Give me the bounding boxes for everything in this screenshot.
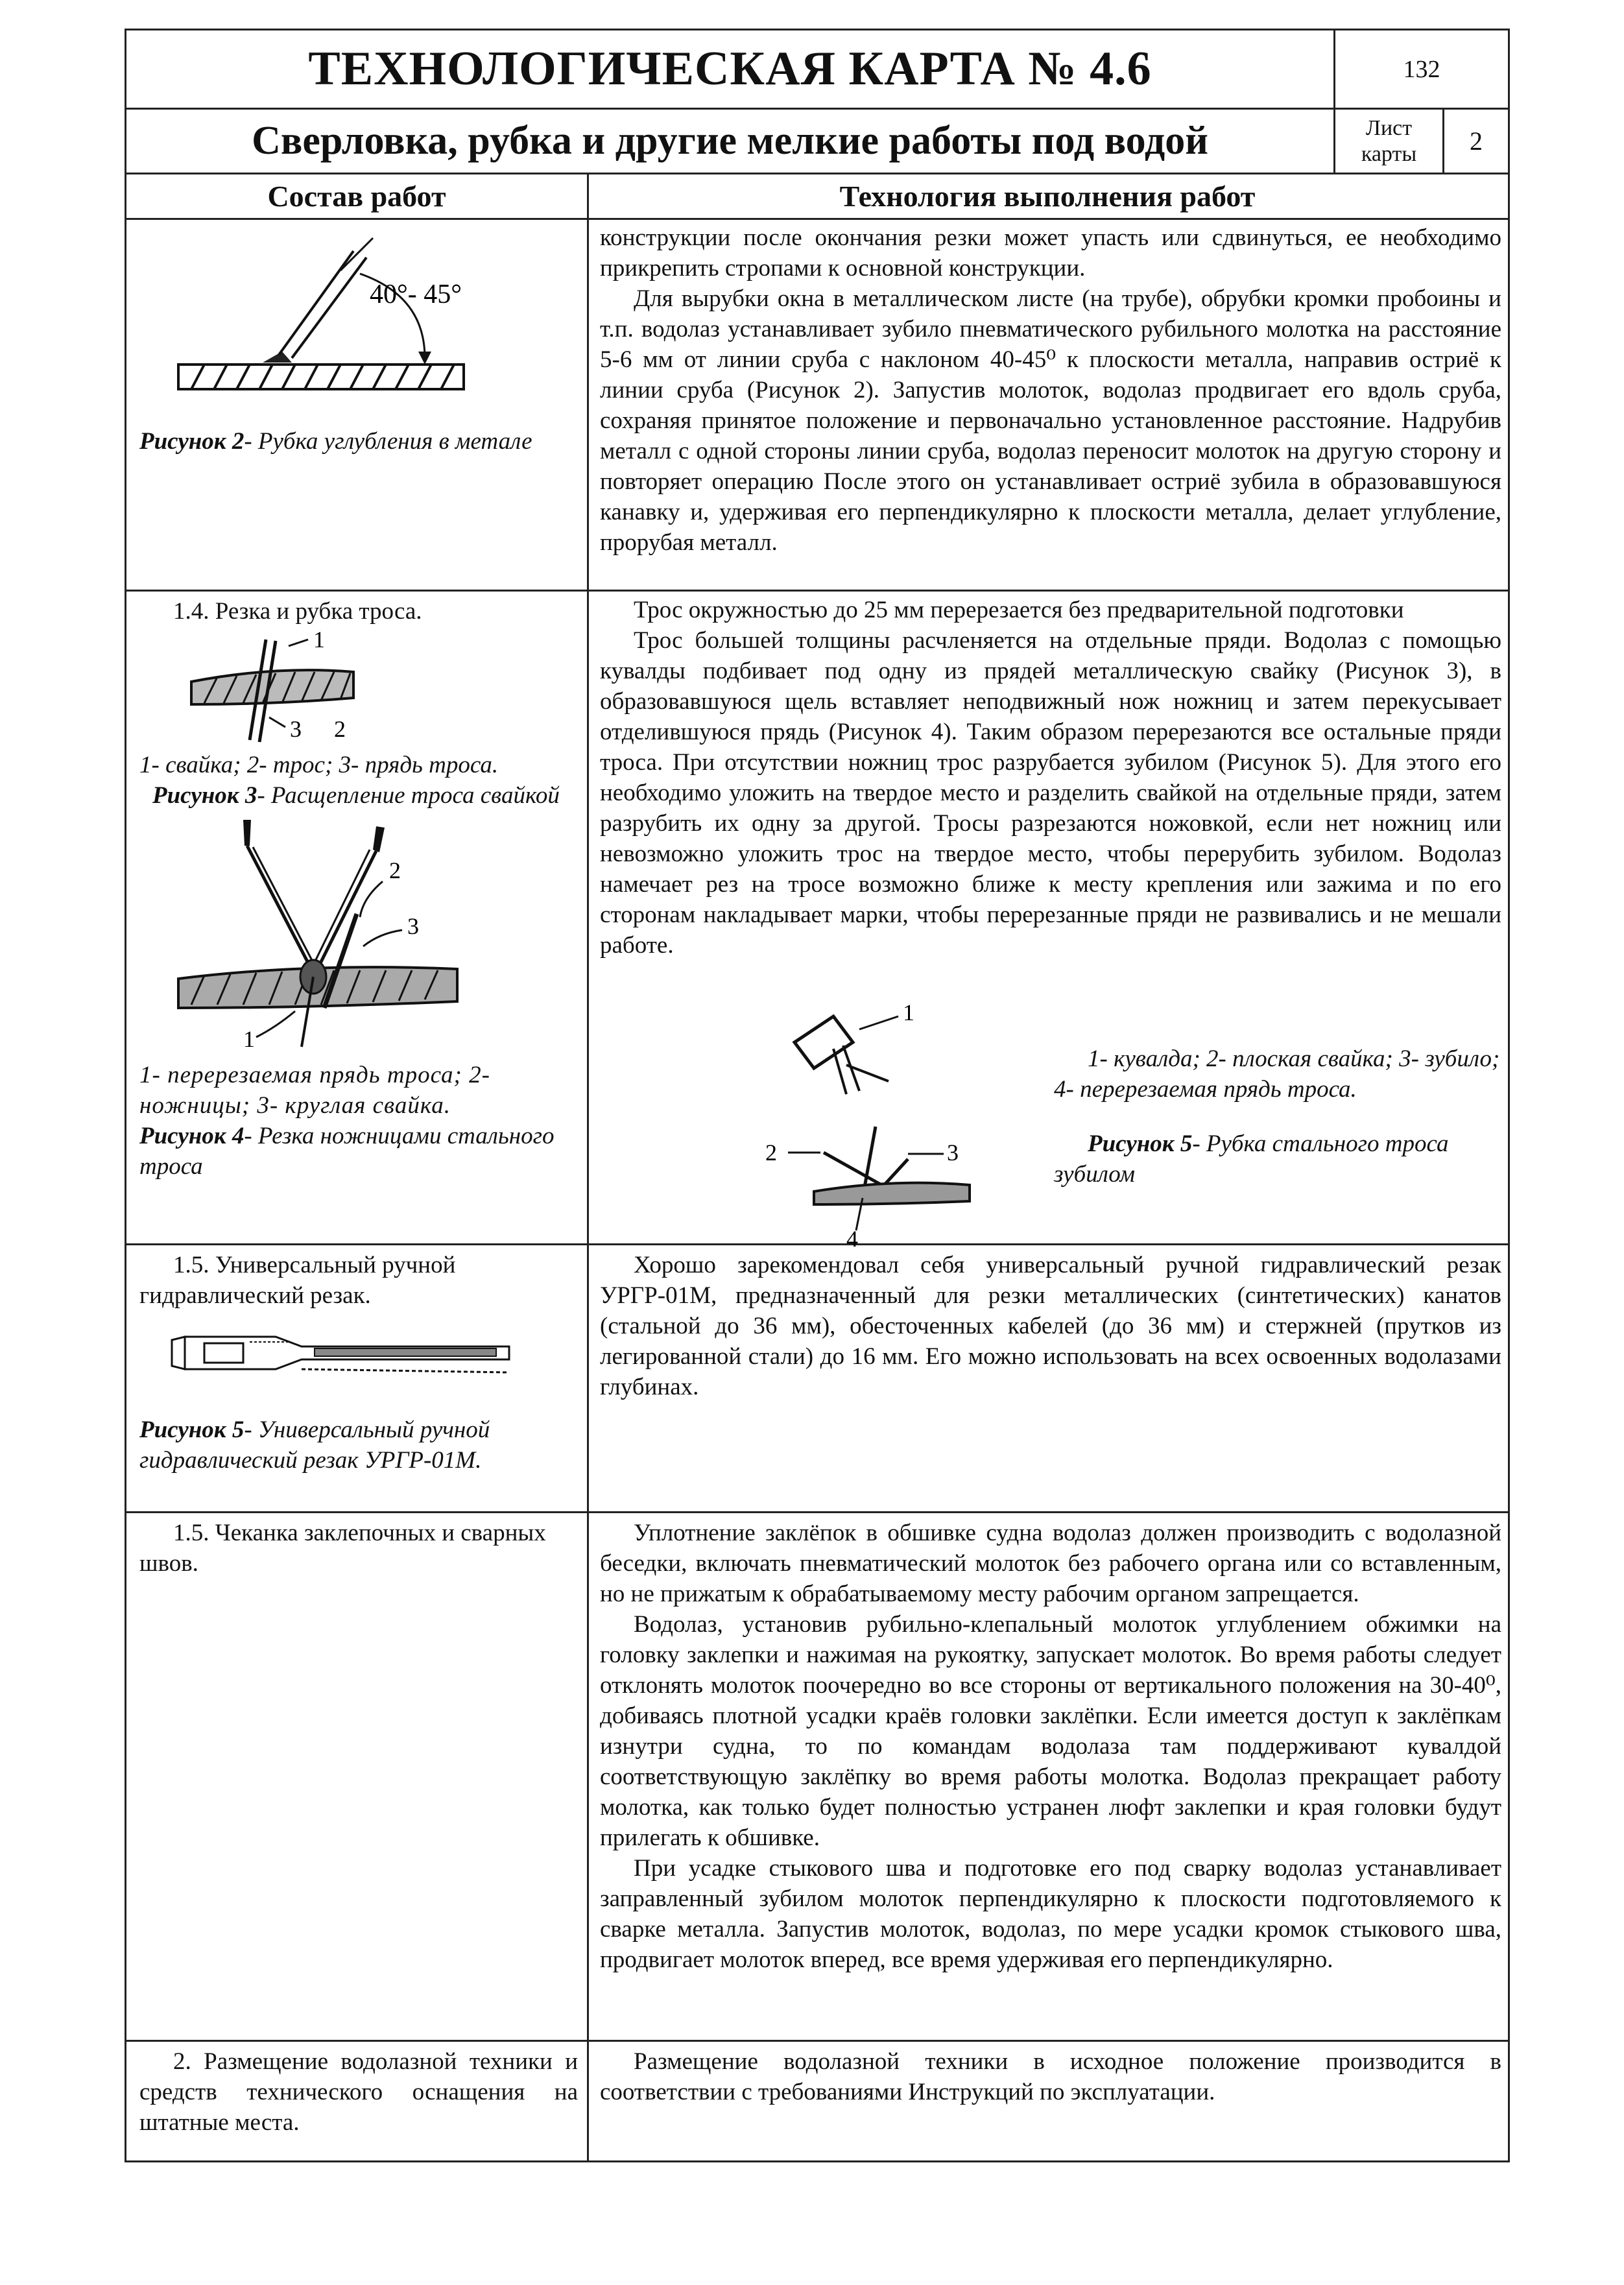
fig5-label-1: 1 [903,1003,914,1025]
figure-4-caption-text: - Резка ножницами стального троса [139,1123,555,1180]
fig5-label-2: 2 [765,1140,777,1166]
angle-label: 40°- 45° [370,280,462,309]
figure-3-caption [139,780,578,811]
section-heading: 1.5. Универсальный ручной гидравлический резак. [139,1252,456,1309]
row-divider [126,590,1508,592]
technological-card [125,29,1510,2162]
section-heading: 1.4. Резка и рубка троса. [173,598,422,625]
column-divider [587,174,589,2161]
paragraph: Размещение водолазной техники в исходное положение производится в соответствии с требованиями Инструкций по эксплуатации. [600,2048,1501,2105]
paragraph: Хорошо зарекомендовал себя универсальный ручной гидравлический резак УРГР-01М, предназначенный для резки металлических (синтетических) канатов (стальной до 36 мм), обесточенных кабелей (до 36 мм) и стержней (прутков из легированной стали) до 16 мм. Его можно использовать на всех освоенных водолазами глубинах. [600,1252,1501,1400]
row3-right [600,1250,1501,1402]
fig5-label-4: 4 [846,1226,858,1250]
figure-5b-caption [139,1415,578,1476]
chisel-angle-figure [152,225,516,420]
figure-5-caption-text: - Рубка стального троса зубилом [1054,1131,1449,1188]
figure-4-caption [139,1121,578,1182]
paragraph: Трос окружностью до 25 мм перерезается без предварительной подготовки [634,597,1404,623]
figure-2-caption-text: - Рубка углубления в метале [244,428,532,455]
shears-cutting-figure [146,807,535,1060]
fig3-label-2: 2 [334,716,346,742]
sheet-label [1335,110,1444,174]
fig4-label-2: 2 [389,857,401,883]
column-header-left: Состав работ [126,174,587,220]
paragraph: конструкции после окончания резки может упасть или сдвинуться, ее необходимо прикрепить стропами к основной конструкции. [600,224,1501,281]
row2-left [139,596,578,1238]
row-divider [126,1511,1508,1513]
paragraph: Трос большей толщины расчленяется на отдельные пряди. Водолаз с помощью кувалды подбивает под одну из прядей металлическую свайку (Рисунок 3), в образовавшуюся щель вставляет неподвижный нож ножниц и затем перекусывает отделившуюся прядь (Рисунок 4). Таким образом перерезаются все остальные пряди троса. При отсутствии ножниц трос разрубается зубилом (Рисунок 5). Для этого его необходимо уложить на твердое место и разделить свайкой на отдельные пряди, затем разрубить их одну за другой. Тросы разрезаются ножовкой, если нет ножниц или невозможно уложить трос на твердое место, чтобы перерубить зубилом. Водолаз намечает рез на тросе возможно ближе к месту крепления или зажима и по его сторонам накладывает марки, чтобы перерезанные пряди не развивались и не мешали работе. [600,627,1501,959]
paragraph: Уплотнение заклёпок в обшивке судна водолаз должен производить с водолазной беседки, включать пневматический молоток без рабочего органа или со вставленным, но не прижатым к обрабатываемому месту рабочим органом запрещается. [600,1520,1501,1607]
chisel-rope-figure [749,1003,1021,1250]
figure-5-text [1054,1020,1501,1214]
section-heading: 1.5. Чеканка заклепочных и сварных швов. [139,1520,546,1577]
figure-4-caption-label: Рисунок 4 [139,1123,245,1149]
row3-left [139,1250,578,1476]
sheet-number: 2 [1444,110,1508,174]
row4-right [600,1518,1501,1975]
page-number: 132 [1335,30,1508,110]
row1-left [139,225,578,585]
paragraph: При усадке стыкового шва и подготовке его под сварку водолаз устанавливает заправленный зубилом молоток перпендикулярно к плоскости подготовляемого к сварке металла. Запустив молоток, водолаз, по мере усадки кромок стыкового шва, продвигает молоток вперед, все время удерживая его перпендикулярно. [600,1855,1501,1973]
row5-right [600,2046,1501,2107]
paragraph: Для вырубки окна в металлическом листе (на трубе), обрубки кромки пробоины и т.п. водолаз устанавливает зубило пневматического рубильного молотка на расстояние 5-6 мм от линии сруба с наклоном 40-45⁰ к плоскости металла, направив остриё к линии сруба (Рисунок 2). Запустив молоток, водолаз продвигает его вдоль сруба, сохраняя принятое положение и первоначально установленное расстояние. Надрубив металл с одной стороны линии сруба, водолаз переносит молоток на другую сторону и повторяет операцию После этого он устанавливает остриё зубила в образовавшуюся канавку и, удерживая его перпендикулярно к плоскости металла, делает углубление, прорубая металл. [600,285,1501,556]
row-divider [126,2040,1508,2042]
row5-left [139,2046,578,2138]
row2-right [600,595,1501,961]
column-header-right: Технология выполнения работ [587,174,1508,220]
fig5-label-3: 3 [947,1140,959,1166]
paragraph: Водолаз, установив рубильно-клепальный молоток углублением обжимки на головку заклепки и нажимая на рукоятку, запускает молоток. Во время работы следует отклонять молоток поочередно во все стороны от вертикального положения на 30-40⁰, добиваясь плотной усадки краёв головки заклёпки. Если имеется доступ к заклёпкам изнутри судна, то по командам водолаза там поддерживают кувалдой соответствующую заклёпку во время работы молотка. Водолаз прекращает работу молотка, как только будет полностью устранен люфт заклепки и края головки будут прилегать к обшивке. [600,1611,1501,1851]
sheet-label-line1: Лист [1365,115,1413,140]
rope-splitting-figure [146,627,509,750]
fig4-label-3: 3 [407,913,419,939]
sheet-label-line2: карты [1361,141,1417,166]
figure-3-caption-text: - Расщепление троса свайкой [257,782,560,809]
fig4-label-1: 1 [243,1026,255,1052]
figure-5b-caption-text: - Универсальный ручной гидравлический резак УРГР-01М. [139,1417,490,1474]
figure-5-caption-label: Рисунок 5 [1088,1131,1193,1157]
card-title: ТЕХНОЛОГИЧЕСКАЯ КАРТА № 4.6 [126,30,1335,110]
section-heading: 2. Размещение водолазной техники и средств технического оснащения на штатные места. [139,2048,578,2136]
figure-2-caption-label: Рисунок 2 [139,428,245,455]
figure-5-legend: 1- кувалда; 2- плоская свайка; 3- зубило; 4- перерезаемая прядь троса. [1054,1046,1500,1103]
row1-right [600,222,1501,558]
figure-5-caption [1054,1129,1501,1190]
figure-2-caption [139,426,578,457]
figure-3-caption-label: Рисунок 3 [152,782,257,809]
hydraulic-cutter-figure [146,1311,548,1395]
figure-4-legend: 1- перерезаемая прядь троса; 2- ножницы; 3- круглая свайка. [139,1062,490,1119]
figure-3-legend: 1- свайка; 2- трос; 3- прядь троса. [139,752,499,778]
row4-left [139,1518,578,1579]
figure-5b-caption-label: Рисунок 5 [139,1417,245,1443]
fig3-label-3: 3 [290,716,302,742]
fig3-label-1: 1 [313,627,325,652]
card-subtitle: Сверловка, рубка и другие мелкие работы под водой [126,110,1335,174]
